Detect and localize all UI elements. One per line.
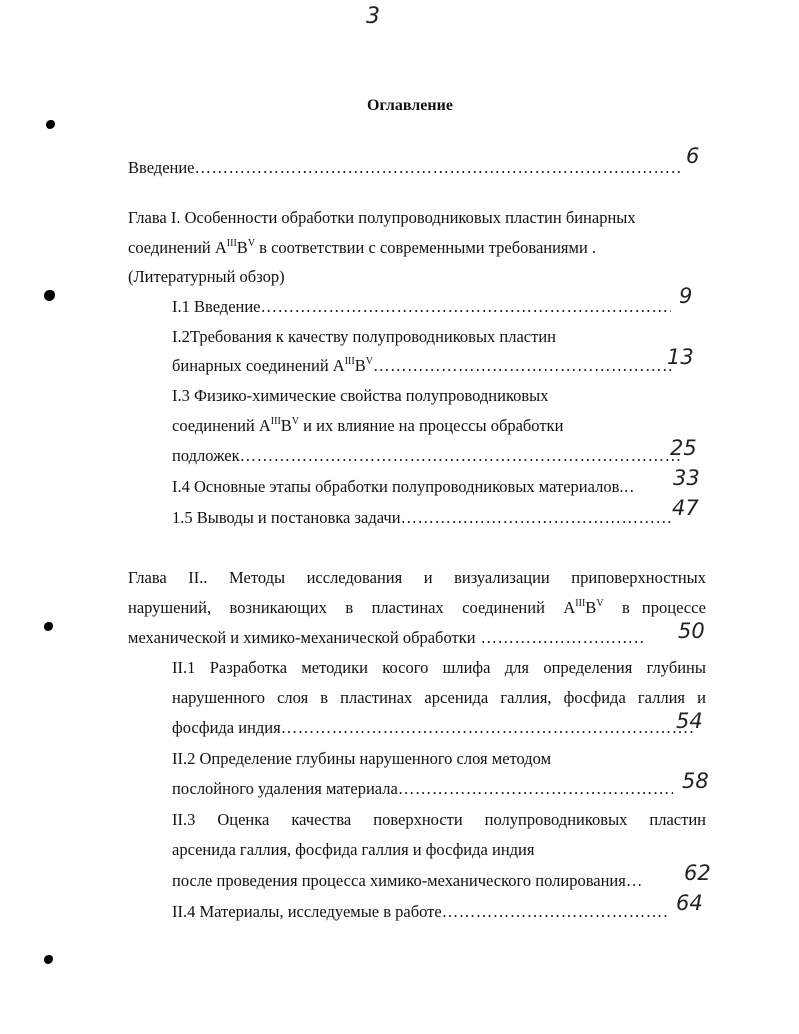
toc-entry: после проведения процесса химико-механического полирования……………………………………………………………………………………………………………………………………………………………………… [172,871,644,891]
leader-dots [442,902,670,922]
toc-entry: послойного удаления материала……………………………………………………………………………………………………………………………………………………………………… [172,779,673,799]
leader-dots [261,297,671,317]
leader-dots [626,871,644,891]
toc-entry: II.4 Материалы, исследуемые в работе……………………………………………………………………………………………………………………………………………………………………… [172,902,670,922]
toc-entry: II.2 Определение глубины нарушенного слоя методом [172,749,552,768]
leader-dots [398,779,673,799]
leader-dots [401,508,671,528]
chapter-heading-line: Глава II.. Методы исследования и визуализации приповерхностных [128,568,706,587]
toc-page-number: 54 [676,709,703,733]
page-title: Оглавление [367,97,453,114]
toc-entry: подложек……………………………………………………………………………………………………………………………………………………………………… [172,446,680,466]
toc-page-number: 6 [686,144,700,168]
chapter-heading-line: Глава I. Особенности обработки полупроводниковых пластин бинарных [128,208,636,227]
chapter-heading-line: нарушений, возникающих в пластинах соединений $A^{III}B^V$ в процессе [128,598,706,617]
margin-mark [44,955,53,964]
toc-page-number: 13 [667,345,694,369]
toc-entry: I.4 Основные этапы обработки полупроводниковых материалов.……………………………………………………………………………………………………………………………………………………………………… [172,477,634,497]
toc-entry: бинарных соединений $A^{III}B^V\dots\dots\dots\dots\dots\dots\dots\dots\dots\dots\dots\dots\dots\dots\dots\dots\dots\dots\dots\dots\dots\dots\dots\dots\dots\dots\dots\dots\dots\dots\dots\dots\dots\dots\dots\dots\dots\dots\dots\dots\dots\dots\dots\dots\dots\dots\dots\dots\dots\dots\dots\dots\dots\dots\dots\dots\dots\dots\dots\dots\dots\dots\dots$ [172,356,673,376]
toc-entry: арсенида галлия, фосфида галлия и фосфида индия [172,840,535,859]
toc-entry-intro [128,158,688,178]
chapter-heading-line: механической и химико-механической обработки……………………………………………………………………………………………………………………………………………………………………… [128,628,646,648]
toc-page-number: 62 [684,861,711,885]
toc-entry-label: Введение [128,158,195,177]
leader-dots [281,718,693,738]
margin-mark [44,622,53,631]
toc-page-number: 33 [673,466,700,490]
toc-page-number: 64 [676,891,703,915]
toc-page-number: 50 [678,619,705,643]
chapter-heading-line: (Литературный обзор) [128,267,285,286]
leader-dots [240,446,680,466]
toc-entry: I.2Требования к качеству полупроводниковых пластин [172,327,556,346]
leader-dots [195,158,683,178]
toc-entry: соединений $A^{III}B^V$ и их влияние на процессы обработки [172,416,564,435]
toc-page-number: 25 [670,436,697,460]
leader-dots [624,477,634,497]
toc-entry: I.1 Введение……………………………………………………………………………………………………………………………………………………………………… [172,297,671,317]
leader-dots [481,628,646,648]
toc-entry: I.3 Физико-химические свойства полупроводниковых [172,386,549,405]
leader-dots [373,356,673,376]
toc-entry: II.1 Разработка методики косого шлифа для определения глубины [172,658,706,677]
toc-entry: фосфида индия……………………………………………………………………………………………………………………………………………………………………… [172,718,693,738]
margin-mark [46,120,55,129]
chapter-heading-line: соединений $A^{III}B^V$ в соответствии с современными требованиями . [128,238,597,257]
toc-entry: II.3 Оценка качества поверхности полупроводниковых пластин [172,810,706,829]
toc-page-number: 47 [672,496,699,520]
toc-page-number: 58 [682,769,709,793]
toc-entry: 1.5 Выводы и постановка задачи……………………………………………………………………………………………………………………………………………………………………… [172,508,671,528]
toc-entry: нарушенного слоя в пластинах арсенида галлия, фосфида галлия и [172,688,706,707]
margin-mark [44,290,55,301]
toc-page-number: 9 [679,284,693,308]
page-number: 3 [366,4,380,29]
